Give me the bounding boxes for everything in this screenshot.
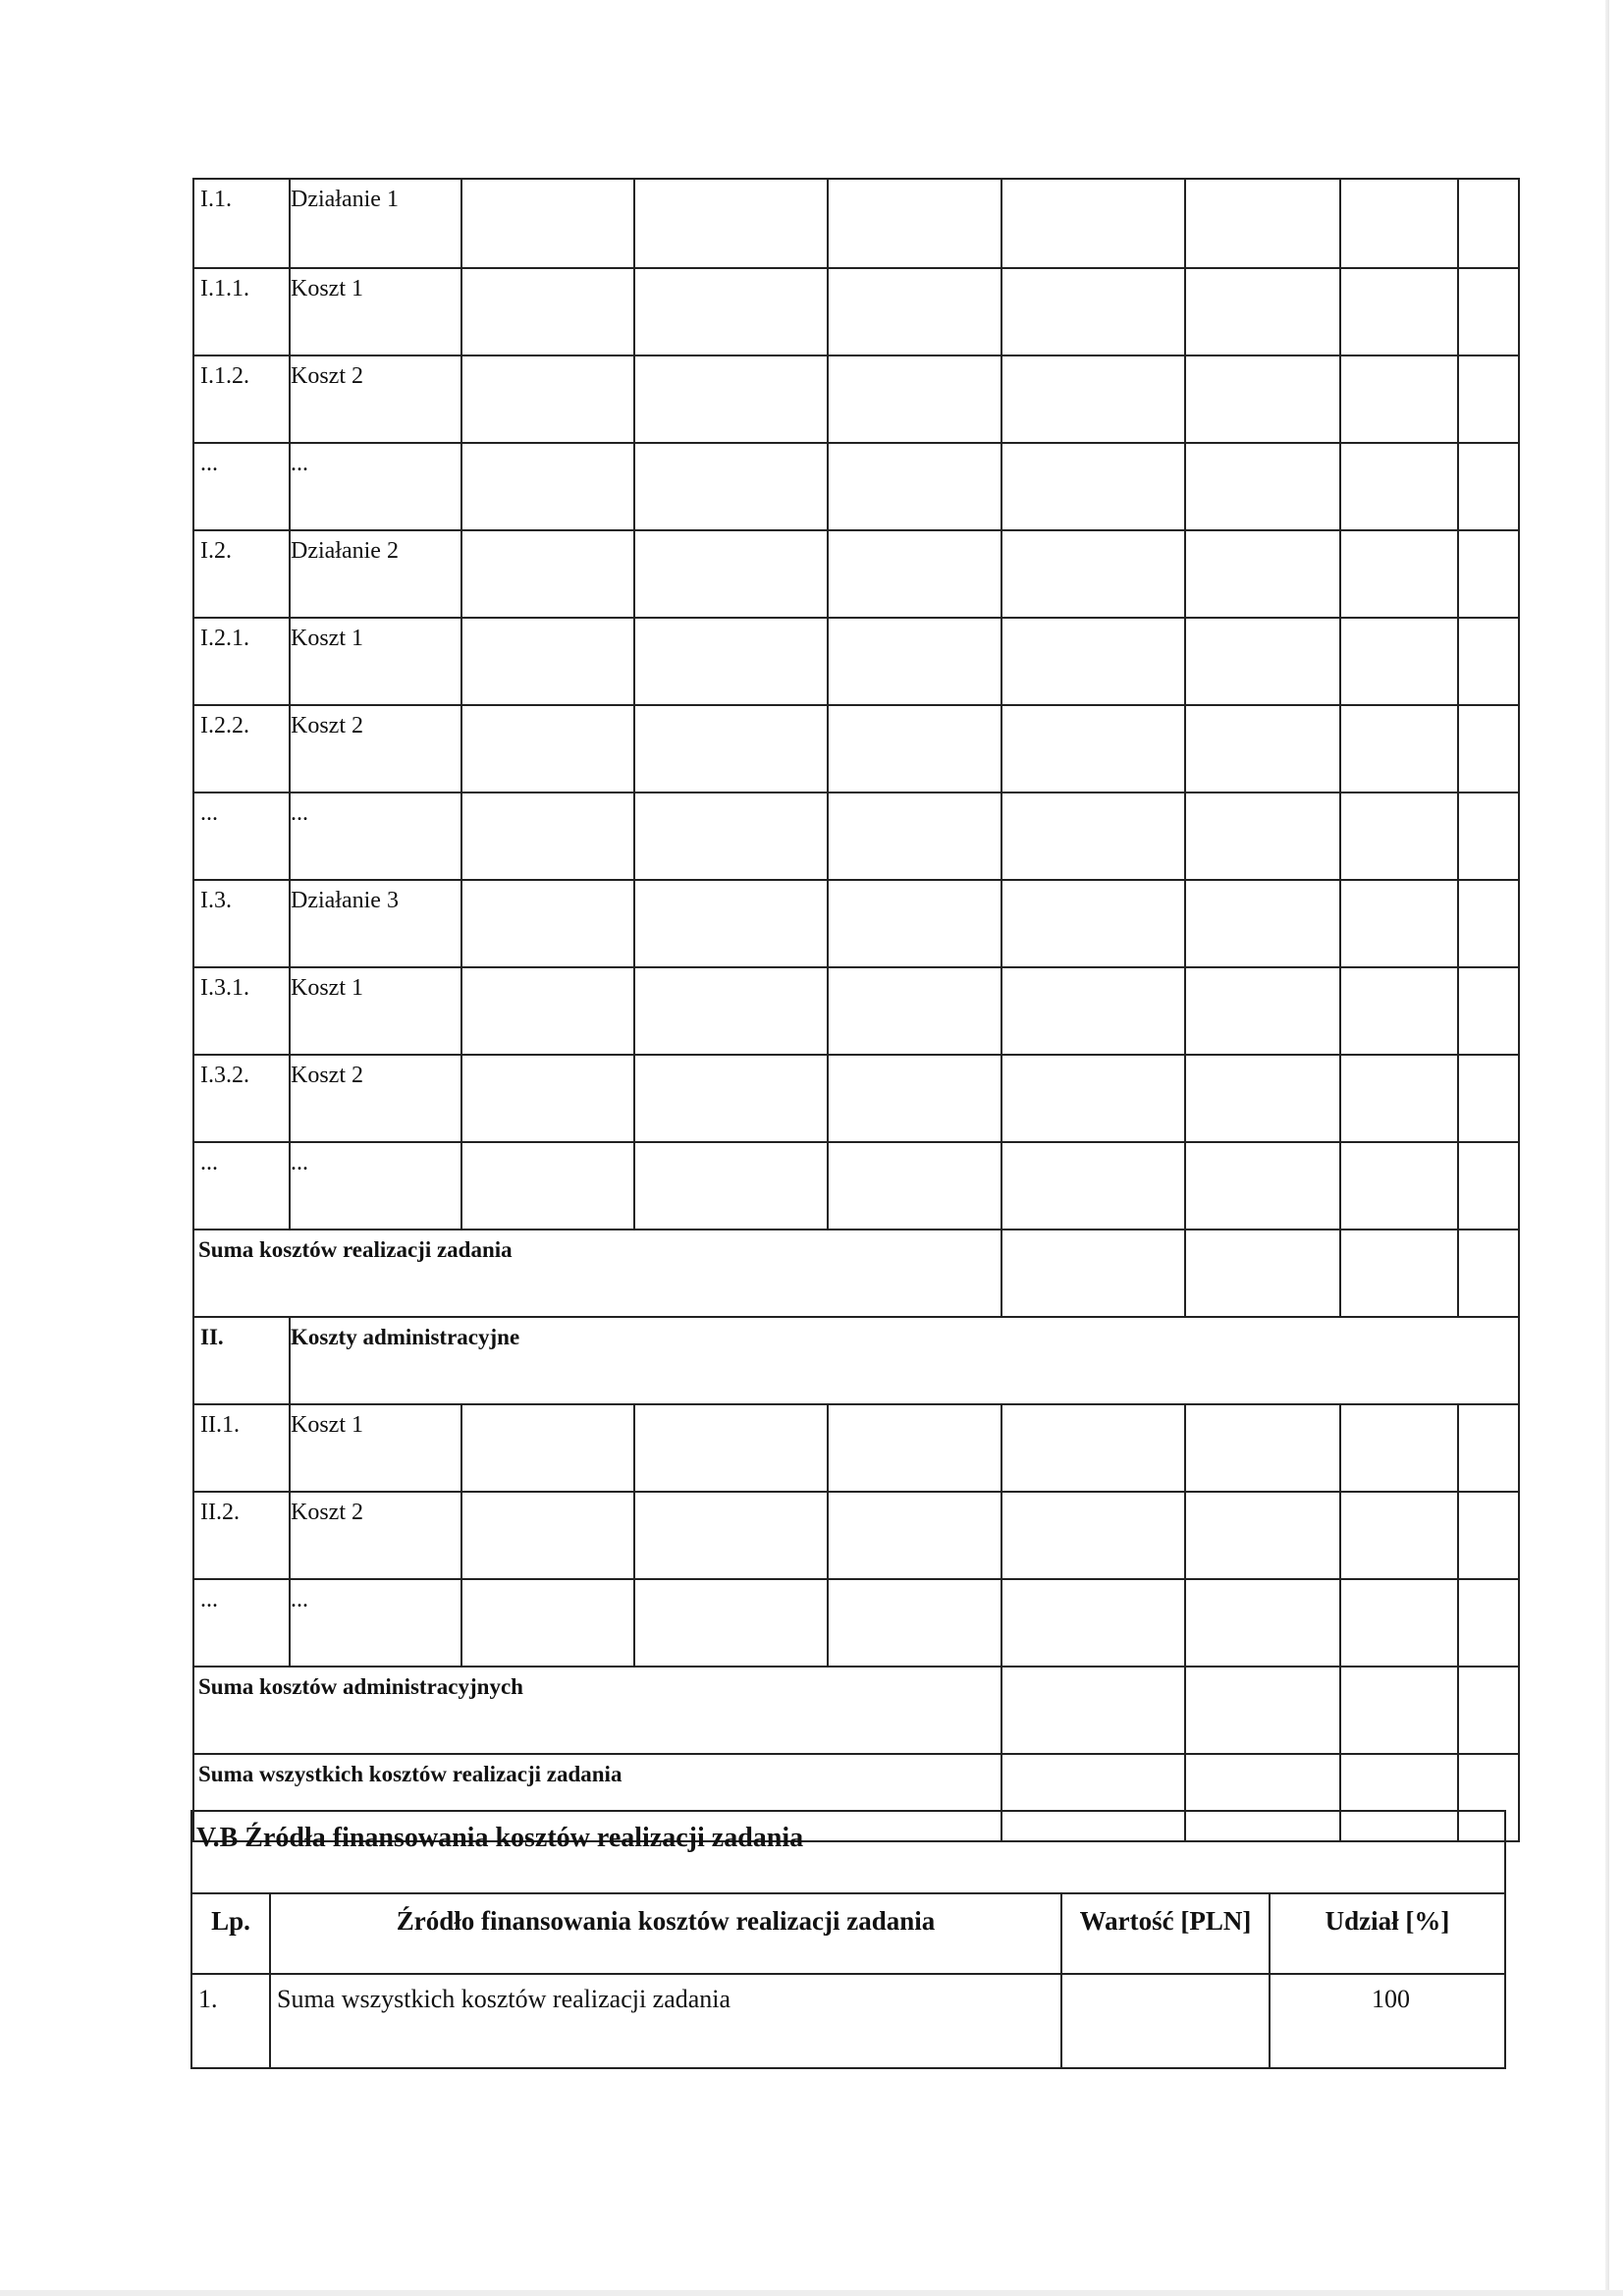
table-row [193, 443, 1519, 530]
table-row [193, 793, 1519, 880]
value-cell[interactable] [1340, 355, 1458, 443]
page-edge [1605, 0, 1609, 2296]
row-name: Koszt 2 [290, 355, 461, 443]
table-row [193, 1667, 1519, 1754]
value-cell[interactable] [461, 179, 634, 268]
value-cell[interactable] [634, 179, 828, 268]
table-row [193, 967, 1519, 1055]
section-title: V.B Źródła finansowania kosztów realizacji zadania [191, 1811, 1505, 1893]
row-lp: I.3.1. [193, 967, 290, 1055]
value-cell[interactable] [461, 705, 634, 793]
table-row [193, 1492, 1519, 1579]
row-name: Koszt 1 [290, 618, 461, 705]
row-name: ... [290, 1579, 461, 1667]
row-lp: II.2. [193, 1492, 290, 1579]
value-cell[interactable] [1001, 1055, 1185, 1142]
sum-label: Suma kosztów administracyjnych [193, 1667, 1001, 1754]
value-cell[interactable] [828, 530, 1001, 618]
table-row [193, 268, 1519, 355]
value-cell[interactable] [461, 268, 634, 355]
value-cell[interactable] [634, 618, 828, 705]
sum-value-cell[interactable] [1340, 1230, 1458, 1317]
value-cell[interactable] [634, 967, 828, 1055]
value-cell[interactable] [634, 880, 828, 967]
cost-table [192, 178, 1520, 1842]
value-cell[interactable] [828, 179, 1001, 268]
value-cell[interactable] [634, 443, 828, 530]
value-cell[interactable] [1001, 179, 1185, 268]
value-cell[interactable] [1001, 880, 1185, 967]
value-cell[interactable] [1458, 618, 1519, 705]
row-lp: I.3. [193, 880, 290, 967]
value-cell[interactable] [1458, 1579, 1519, 1667]
value-cell[interactable] [1340, 268, 1458, 355]
row-lp: I.3.2. [193, 1055, 290, 1142]
value-cell[interactable] [1458, 1404, 1519, 1492]
value-cell[interactable] [1185, 967, 1340, 1055]
value-cell[interactable] [1340, 1404, 1458, 1492]
value-cell[interactable] [1001, 1492, 1185, 1579]
value-cell[interactable] [1458, 1142, 1519, 1230]
row-lp: 1. [191, 1974, 270, 2068]
table-row [193, 1579, 1519, 1667]
row-source[interactable]: Suma wszystkich kosztów realizacji zadania [270, 1974, 1061, 2068]
table-row [193, 1404, 1519, 1492]
value-cell[interactable] [1001, 618, 1185, 705]
table-row [191, 1974, 1505, 2068]
value-cell[interactable] [1340, 1142, 1458, 1230]
table-row [193, 1317, 1519, 1404]
row-value[interactable] [1061, 1974, 1270, 2068]
value-cell[interactable] [1185, 618, 1340, 705]
value-cell[interactable] [634, 793, 828, 880]
row-name: Działanie 2 [290, 530, 461, 618]
value-cell[interactable] [461, 793, 634, 880]
value-cell[interactable] [828, 618, 1001, 705]
table-row [193, 1142, 1519, 1230]
sum-value-cell[interactable] [1185, 1230, 1340, 1317]
page-bottom-edge [0, 2290, 1623, 2296]
value-cell[interactable] [828, 443, 1001, 530]
header-lp: Lp. [191, 1893, 270, 1974]
sum-value-cell[interactable] [1458, 1667, 1519, 1754]
value-cell[interactable] [828, 880, 1001, 967]
sum-value-cell[interactable] [1458, 1230, 1519, 1317]
value-cell[interactable] [1001, 793, 1185, 880]
value-cell[interactable] [828, 967, 1001, 1055]
sum-value-cell[interactable] [1185, 1667, 1340, 1754]
value-cell[interactable] [634, 1579, 828, 1667]
value-cell[interactable] [828, 1404, 1001, 1492]
value-cell[interactable] [1340, 793, 1458, 880]
row-lp: ... [193, 1579, 290, 1667]
value-cell[interactable] [1185, 1492, 1340, 1579]
value-cell[interactable] [461, 1492, 634, 1579]
value-cell[interactable] [1001, 355, 1185, 443]
header-value: Wartość [PLN] [1061, 1893, 1270, 1974]
value-cell[interactable] [1001, 1404, 1185, 1492]
value-cell[interactable] [1185, 1142, 1340, 1230]
row-name: Koszt 1 [290, 1404, 461, 1492]
value-cell[interactable] [461, 967, 634, 1055]
value-cell[interactable] [461, 355, 634, 443]
row-name: ... [290, 443, 461, 530]
value-cell[interactable] [1340, 1579, 1458, 1667]
value-cell[interactable] [461, 1579, 634, 1667]
value-cell[interactable] [1458, 1492, 1519, 1579]
value-cell[interactable] [1458, 355, 1519, 443]
value-cell[interactable] [1340, 967, 1458, 1055]
row-lp: I.1. [193, 179, 290, 268]
row-share[interactable]: 100 [1270, 1974, 1505, 2068]
row-name: Koszt 2 [290, 1055, 461, 1142]
value-cell[interactable] [828, 1492, 1001, 1579]
value-cell[interactable] [634, 268, 828, 355]
value-cell[interactable] [1340, 1492, 1458, 1579]
value-cell[interactable] [1340, 179, 1458, 268]
table-row [193, 355, 1519, 443]
value-cell[interactable] [634, 1492, 828, 1579]
value-cell[interactable] [1185, 179, 1340, 268]
row-lp: ... [193, 1142, 290, 1230]
value-cell[interactable] [828, 1142, 1001, 1230]
row-name: Działanie 3 [290, 880, 461, 967]
value-cell[interactable] [828, 793, 1001, 880]
value-cell[interactable] [1185, 530, 1340, 618]
value-cell[interactable] [634, 1142, 828, 1230]
value-cell[interactable] [1340, 530, 1458, 618]
value-cell[interactable] [1458, 268, 1519, 355]
value-cell[interactable] [634, 705, 828, 793]
row-lp: II.1. [193, 1404, 290, 1492]
value-cell[interactable] [1185, 705, 1340, 793]
value-cell[interactable] [1185, 880, 1340, 967]
table-row [193, 1230, 1519, 1317]
sum-label: Suma kosztów realizacji zadania [193, 1230, 1001, 1317]
value-cell[interactable] [1001, 967, 1185, 1055]
table-row [193, 705, 1519, 793]
value-cell[interactable] [461, 1404, 634, 1492]
value-cell[interactable] [634, 530, 828, 618]
value-cell[interactable] [1001, 268, 1185, 355]
row-name: ... [290, 1142, 461, 1230]
table-row [193, 179, 1519, 268]
value-cell[interactable] [1001, 705, 1185, 793]
value-cell[interactable] [1458, 880, 1519, 967]
funding-source-table [190, 1810, 1506, 2069]
value-cell[interactable] [1001, 530, 1185, 618]
table-row [193, 618, 1519, 705]
value-cell[interactable] [1340, 618, 1458, 705]
value-cell[interactable] [634, 1404, 828, 1492]
value-cell[interactable] [1458, 967, 1519, 1055]
value-cell[interactable] [1185, 793, 1340, 880]
value-cell[interactable] [1001, 443, 1185, 530]
sum-label: Suma wszystkich kosztów realizacji zadania [193, 1754, 1001, 1841]
value-cell[interactable] [461, 1055, 634, 1142]
value-cell[interactable] [828, 1579, 1001, 1667]
section-name: Koszty administracyjne [290, 1317, 1519, 1404]
value-cell[interactable] [828, 268, 1001, 355]
value-cell[interactable] [461, 880, 634, 967]
value-cell[interactable] [1458, 793, 1519, 880]
header-share: Udział [%] [1270, 1893, 1505, 1974]
sum-value-cell[interactable] [1340, 1667, 1458, 1754]
value-cell[interactable] [1185, 443, 1340, 530]
value-cell[interactable] [1185, 1579, 1340, 1667]
value-cell[interactable] [461, 530, 634, 618]
row-lp: I.2.2. [193, 705, 290, 793]
row-name: Koszt 2 [290, 1492, 461, 1579]
row-name: Koszt 1 [290, 967, 461, 1055]
row-name: Koszt 1 [290, 268, 461, 355]
value-cell[interactable] [1458, 1055, 1519, 1142]
value-cell[interactable] [828, 705, 1001, 793]
row-name: Działanie 1 [290, 179, 461, 268]
value-cell[interactable] [634, 355, 828, 443]
value-cell[interactable] [1001, 1142, 1185, 1230]
row-lp: I.1.2. [193, 355, 290, 443]
value-cell[interactable] [1340, 880, 1458, 967]
header-source: Źródło finansowania kosztów realizacji zadania [270, 1893, 1061, 1974]
value-cell[interactable] [1185, 355, 1340, 443]
value-cell[interactable] [1340, 443, 1458, 530]
value-cell[interactable] [1001, 1579, 1185, 1667]
value-cell[interactable] [1458, 530, 1519, 618]
table-row [193, 1055, 1519, 1142]
row-lp: ... [193, 793, 290, 880]
section-lp: II. [193, 1317, 290, 1404]
value-cell[interactable] [461, 1142, 634, 1230]
value-cell[interactable] [1185, 1055, 1340, 1142]
value-cell[interactable] [1458, 443, 1519, 530]
sum-value-cell[interactable] [1001, 1230, 1185, 1317]
value-cell[interactable] [828, 1055, 1001, 1142]
row-lp: I.2. [193, 530, 290, 618]
row-lp: I.2.1. [193, 618, 290, 705]
table-row [193, 530, 1519, 618]
value-cell[interactable] [461, 443, 634, 530]
value-cell[interactable] [828, 355, 1001, 443]
value-cell[interactable] [634, 1055, 828, 1142]
value-cell[interactable] [1458, 705, 1519, 793]
value-cell[interactable] [1185, 1404, 1340, 1492]
value-cell[interactable] [1340, 1055, 1458, 1142]
table-row [193, 880, 1519, 967]
row-name: ... [290, 793, 461, 880]
row-lp: ... [193, 443, 290, 530]
sum-value-cell[interactable] [1001, 1667, 1185, 1754]
value-cell[interactable] [1458, 179, 1519, 268]
value-cell[interactable] [1185, 268, 1340, 355]
row-name: Koszt 2 [290, 705, 461, 793]
value-cell[interactable] [1340, 705, 1458, 793]
value-cell[interactable] [461, 618, 634, 705]
row-lp: I.1.1. [193, 268, 290, 355]
